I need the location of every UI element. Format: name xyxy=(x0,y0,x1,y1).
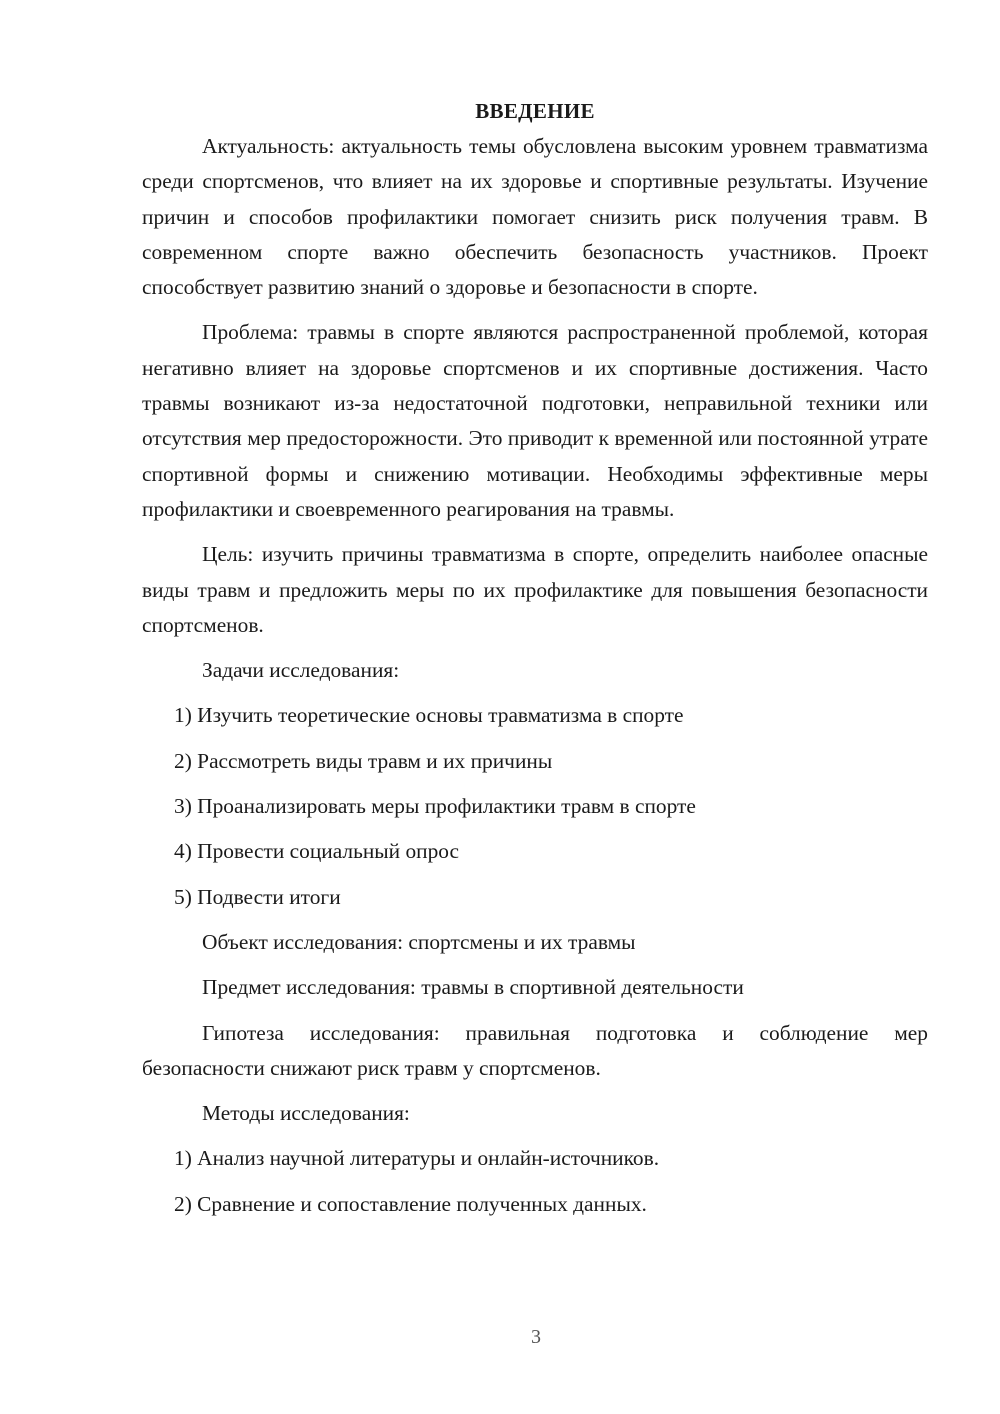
research-object: Объект исследования: спортсмены и их травмы xyxy=(202,929,636,954)
list-item: 3) Проанализировать меры профилактики травм в спорте xyxy=(174,794,696,819)
tasks-title: Задачи исследования: xyxy=(202,658,400,683)
section-heading: ВВЕДЕНИЕ xyxy=(475,99,595,123)
list-item: 1) Изучить теоретические основы травматизма в спорте xyxy=(174,703,684,728)
list-item: 2) Рассмотреть виды травм и их причины xyxy=(174,748,553,773)
list-item: 1) Анализ научной литературы и онлайн-источников. xyxy=(174,1146,660,1171)
document-page xyxy=(142,94,928,1232)
list-item: 2) Сравнение и сопоставление полученных данных. xyxy=(174,1191,647,1216)
list-item: 4) Провести социальный опрос xyxy=(174,839,460,864)
tasks-list xyxy=(142,698,928,914)
research-subject: Предмет исследования: травмы в спортивной деятельности xyxy=(202,975,744,1000)
goal-paragraph: Цель: изучить причины травматизма в спорте, определить наиболее опасные виды травм и предложить меры по их профилактике для повышения безопасности спортсменов. xyxy=(142,542,928,637)
page-number: 3 xyxy=(531,1326,541,1348)
methods-title: Методы исследования: xyxy=(202,1101,410,1126)
hypothesis-paragraph: Гипотеза исследования: правильная подготовка и соблюдение мер безопасности снижают риск травм у спортсменов. xyxy=(142,1020,928,1080)
problem-paragraph: Проблема: травмы в спорте являются распространенной проблемой, которая негативно влияет на здоровье спортсменов и их спортивные достижения. Часто травмы возникают из-за недостаточной подготовки, неправильной техники или отсутствия мер предосторожности. Это приводит к временной или постоянной утрате спортивной формы и снижению мотивации. Необходимы эффективные меры профилактики и своевременного реагирования на травмы. xyxy=(142,320,928,521)
list-item: 5) Подвести итоги xyxy=(174,884,341,909)
relevance-paragraph: Актуальность: актуальность темы обусловлена высоким уровнем травматизма среди спортсменов, что влияет на их здоровье и спортивные результаты. Изучение причин и способов профилактики помогает снизить риск получения травм. В современном спорте важно обеспечить безопасность участников. Проект способствует развитию знаний о здоровье и безопасности в спорте. xyxy=(142,134,928,300)
methods-list xyxy=(142,1141,928,1222)
